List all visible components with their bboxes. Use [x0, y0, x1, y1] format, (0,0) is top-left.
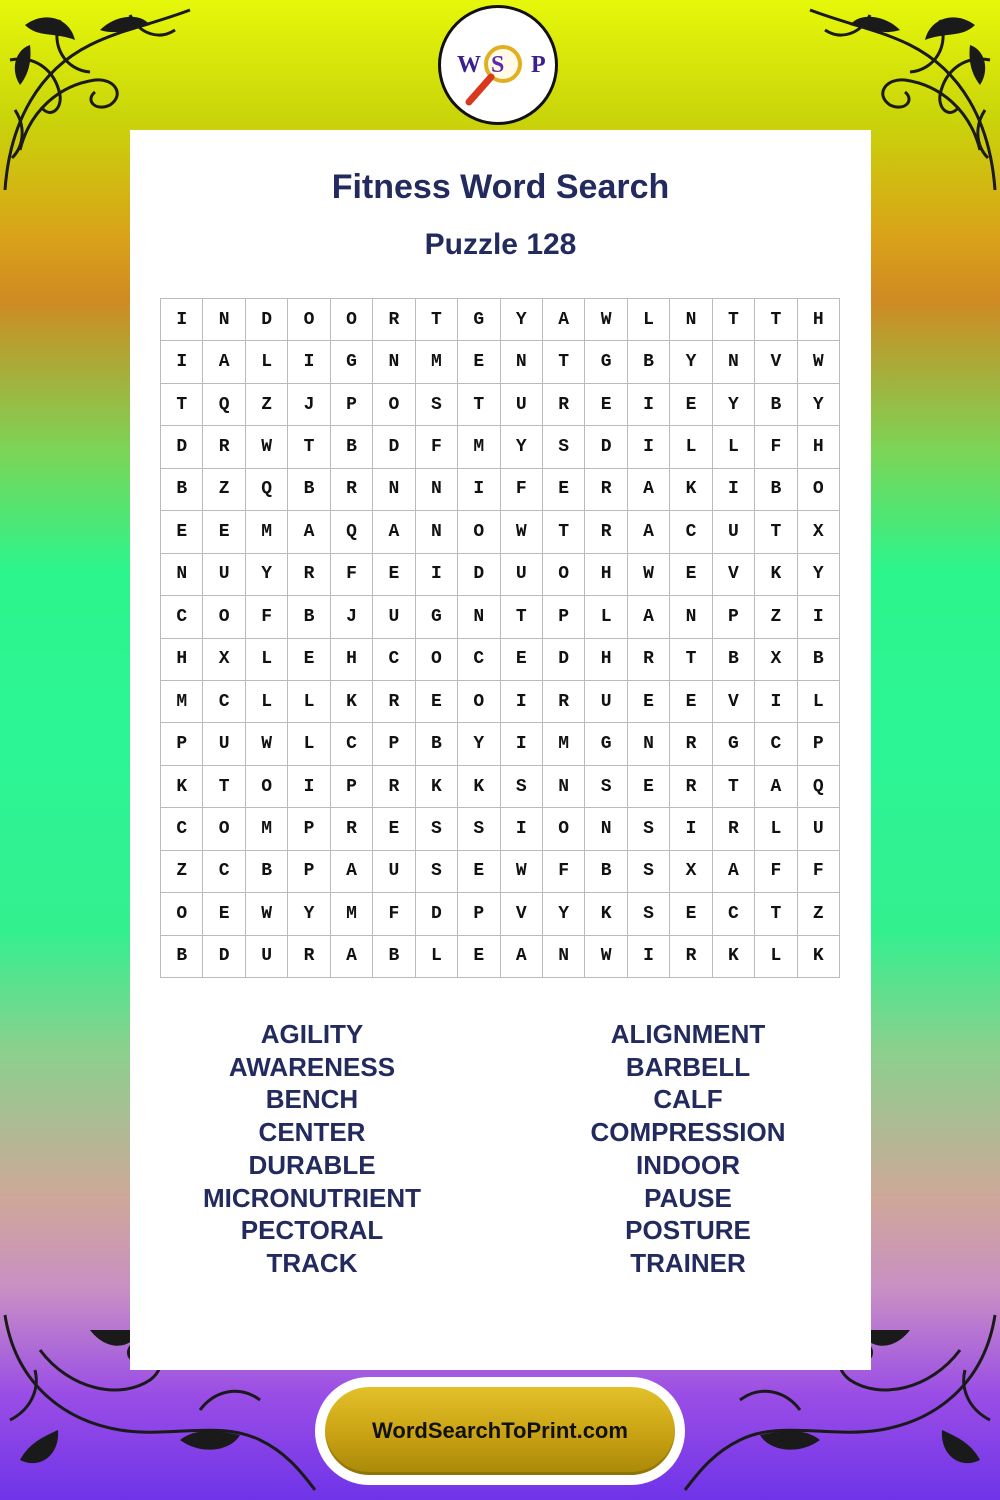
grid-cell[interactable]: A [331, 851, 373, 893]
grid-cell[interactable]: E [458, 341, 500, 383]
grid-cell[interactable]: F [755, 851, 797, 893]
word-item: DURABLE [248, 1149, 376, 1180]
grid-cell[interactable]: D [373, 426, 415, 468]
grid-cell[interactable]: F [501, 469, 543, 511]
grid-cell[interactable]: O [543, 808, 585, 850]
grid-cell[interactable]: B [713, 639, 755, 681]
grid-cell[interactable]: R [373, 299, 415, 341]
grid-cell[interactable]: O [458, 511, 500, 553]
grid-cell[interactable]: M [161, 681, 203, 723]
page-title: Fitness Word Search [331, 168, 670, 206]
grid-cell[interactable]: B [798, 639, 840, 681]
grid-cell[interactable]: B [331, 426, 373, 468]
grid-cell[interactable]: W [246, 893, 288, 935]
word-item: BENCH [265, 1084, 359, 1115]
word-item: COMPRESSION [590, 1117, 786, 1148]
grid-cell[interactable]: R [713, 808, 755, 850]
grid-cell[interactable]: E [203, 893, 245, 935]
grid-cell[interactable]: H [585, 554, 627, 596]
grid-cell[interactable]: D [543, 639, 585, 681]
grid-cell[interactable]: N [670, 596, 712, 638]
grid-cell[interactable]: P [331, 384, 373, 426]
grid-cell[interactable]: I [288, 341, 330, 383]
word-item: AWARENESS [228, 1051, 396, 1082]
grid-cell[interactable]: I [161, 341, 203, 383]
grid-cell[interactable]: G [458, 299, 500, 341]
word-item: CENTER [258, 1117, 366, 1148]
grid-cell[interactable]: O [798, 469, 840, 511]
grid-cell[interactable]: I [501, 681, 543, 723]
grid-cell[interactable]: K [713, 936, 755, 978]
grid-cell[interactable]: P [161, 723, 203, 765]
grid-cell[interactable]: A [288, 511, 330, 553]
grid-cell[interactable]: U [798, 808, 840, 850]
grid-cell[interactable]: R [288, 554, 330, 596]
grid-cell[interactable]: G [585, 341, 627, 383]
grid-cell[interactable]: M [458, 426, 500, 468]
grid-cell[interactable]: W [585, 299, 627, 341]
grid-cell[interactable]: C [755, 723, 797, 765]
grid-cell[interactable]: L [416, 936, 458, 978]
grid-cell[interactable]: D [246, 299, 288, 341]
grid-cell[interactable]: L [585, 596, 627, 638]
grid-cell[interactable]: U [501, 384, 543, 426]
grid-cell[interactable]: B [288, 469, 330, 511]
grid-cell[interactable]: G [331, 341, 373, 383]
grid-cell[interactable]: Q [246, 469, 288, 511]
grid-cell[interactable]: A [713, 851, 755, 893]
grid-cell[interactable]: A [628, 469, 670, 511]
grid-cell[interactable]: I [713, 469, 755, 511]
grid-cell[interactable]: S [628, 893, 670, 935]
grid-cell[interactable]: C [713, 893, 755, 935]
grid-cell[interactable]: C [203, 681, 245, 723]
grid-cell[interactable]: E [628, 766, 670, 808]
grid-cell[interactable]: E [373, 554, 415, 596]
word-item: CALF [653, 1084, 723, 1115]
grid-cell[interactable]: J [288, 384, 330, 426]
grid-cell[interactable]: E [161, 511, 203, 553]
grid-cell[interactable]: U [203, 723, 245, 765]
grid-cell[interactable]: R [670, 723, 712, 765]
grid-cell[interactable]: Y [798, 554, 840, 596]
grid-cell[interactable]: Q [331, 511, 373, 553]
grid-cell[interactable]: I [628, 384, 670, 426]
grid-cell[interactable]: V [713, 554, 755, 596]
grid-cell[interactable]: J [331, 596, 373, 638]
grid-cell[interactable]: C [331, 723, 373, 765]
grid-cell[interactable]: L [755, 936, 797, 978]
grid-cell[interactable]: F [416, 426, 458, 468]
grid-cell[interactable]: I [628, 936, 670, 978]
grid-cell[interactable]: P [543, 596, 585, 638]
grid-cell[interactable]: H [798, 299, 840, 341]
word-item: INDOOR [636, 1149, 740, 1180]
word-item: PECTORAL [240, 1215, 384, 1246]
grid-cell[interactable]: V [755, 341, 797, 383]
grid-cell[interactable]: D [585, 426, 627, 468]
grid-cell[interactable]: A [331, 936, 373, 978]
grid-cell[interactable]: I [628, 426, 670, 468]
grid-cell[interactable]: O [203, 596, 245, 638]
grid-cell[interactable]: I [288, 766, 330, 808]
grid-cell[interactable]: S [416, 384, 458, 426]
grid-cell[interactable]: E [458, 936, 500, 978]
grid-cell[interactable]: B [755, 384, 797, 426]
grid-cell[interactable]: O [246, 766, 288, 808]
grid-cell[interactable]: E [670, 554, 712, 596]
grid-cell[interactable]: U [203, 554, 245, 596]
grid-cell[interactable]: R [670, 766, 712, 808]
grid-cell[interactable]: I [458, 469, 500, 511]
grid-cell[interactable]: O [161, 893, 203, 935]
grid-cell[interactable]: L [246, 681, 288, 723]
grid-cell[interactable]: E [416, 681, 458, 723]
grid-cell[interactable]: B [161, 469, 203, 511]
grid-cell[interactable]: P [288, 808, 330, 850]
grid-cell[interactable]: F [543, 851, 585, 893]
grid-cell[interactable]: N [670, 299, 712, 341]
grid-cell[interactable]: X [798, 511, 840, 553]
grid-cell[interactable]: W [501, 511, 543, 553]
grid-cell[interactable]: P [373, 723, 415, 765]
grid-cell[interactable]: O [331, 299, 373, 341]
grid-cell[interactable]: W [798, 341, 840, 383]
grid-cell[interactable]: O [288, 299, 330, 341]
grid-cell[interactable]: U [713, 511, 755, 553]
grid-cell[interactable]: T [713, 299, 755, 341]
grid-cell[interactable]: S [628, 851, 670, 893]
grid-cell[interactable]: U [585, 681, 627, 723]
grid-cell[interactable]: N [713, 341, 755, 383]
grid-cell[interactable]: K [331, 681, 373, 723]
grid-cell[interactable]: O [543, 554, 585, 596]
word-list-right [538, 1018, 838, 1280]
grid-cell[interactable]: U [373, 596, 415, 638]
grid-cell[interactable]: Y [288, 893, 330, 935]
grid-cell[interactable]: L [246, 639, 288, 681]
word-item: TRACK [266, 1247, 358, 1278]
grid-cell[interactable]: A [373, 511, 415, 553]
grid-cell[interactable]: W [246, 723, 288, 765]
grid-cell[interactable]: Z [246, 384, 288, 426]
grid-cell[interactable]: Z [161, 851, 203, 893]
grid-cell[interactable]: I [416, 554, 458, 596]
grid-cell[interactable]: T [288, 426, 330, 468]
grid-cell[interactable]: T [543, 511, 585, 553]
grid-cell[interactable]: W [585, 936, 627, 978]
grid-cell[interactable]: N [543, 766, 585, 808]
grid-cell[interactable]: X [755, 639, 797, 681]
puzzle-card [130, 130, 871, 1370]
grid-cell[interactable]: N [416, 469, 458, 511]
grid-cell[interactable]: N [416, 511, 458, 553]
grid-cell[interactable]: N [373, 469, 415, 511]
word-item: POSTURE [625, 1215, 751, 1246]
grid-cell[interactable]: Y [246, 554, 288, 596]
grid-cell[interactable]: U [246, 936, 288, 978]
grid-cell[interactable]: X [670, 851, 712, 893]
grid-cell[interactable]: O [203, 808, 245, 850]
grid-cell[interactable]: I [755, 681, 797, 723]
grid-cell[interactable]: Y [458, 723, 500, 765]
grid-cell[interactable]: N [203, 299, 245, 341]
grid-cell[interactable]: H [798, 426, 840, 468]
grid-cell[interactable]: F [246, 596, 288, 638]
grid-cell[interactable]: T [416, 299, 458, 341]
grid-cell[interactable]: T [161, 384, 203, 426]
grid-cell[interactable]: S [458, 808, 500, 850]
grid-cell[interactable]: E [670, 681, 712, 723]
grid-cell[interactable]: C [161, 596, 203, 638]
grid-cell[interactable]: L [628, 299, 670, 341]
grid-cell[interactable]: G [713, 723, 755, 765]
grid-cell[interactable]: D [161, 426, 203, 468]
word-item: BARBELL [625, 1051, 751, 1082]
grid-cell[interactable]: P [331, 766, 373, 808]
grid-cell[interactable]: S [501, 766, 543, 808]
grid-cell[interactable]: S [416, 851, 458, 893]
word-item: TRAINER [630, 1247, 746, 1278]
grid-cell[interactable]: U [501, 554, 543, 596]
grid-cell[interactable]: F [755, 426, 797, 468]
grid-cell[interactable]: R [543, 681, 585, 723]
grid-cell[interactable]: V [713, 681, 755, 723]
grid-cell[interactable]: E [373, 808, 415, 850]
grid-cell[interactable]: E [543, 469, 585, 511]
grid-cell[interactable]: M [246, 511, 288, 553]
grid-cell[interactable]: R [331, 469, 373, 511]
grid-cell[interactable]: P [458, 893, 500, 935]
grid-cell[interactable]: K [458, 766, 500, 808]
website-link[interactable]: WordSearchToPrint.com [325, 1387, 675, 1475]
logo-letter-w: W [457, 52, 481, 78]
grid-cell[interactable]: E [203, 511, 245, 553]
grid-cell[interactable]: C [203, 851, 245, 893]
grid-cell[interactable]: C [458, 639, 500, 681]
grid-cell[interactable]: P [798, 723, 840, 765]
grid-cell[interactable]: N [458, 596, 500, 638]
grid-cell[interactable]: R [628, 639, 670, 681]
grid-cell[interactable]: B [161, 936, 203, 978]
grid-cell[interactable]: E [501, 639, 543, 681]
grid-cell[interactable]: T [501, 596, 543, 638]
grid-cell[interactable]: D [203, 936, 245, 978]
grid-cell[interactable]: R [203, 426, 245, 468]
grid-cell[interactable]: T [755, 893, 797, 935]
letter-grid [160, 298, 840, 978]
grid-cell[interactable]: B [373, 936, 415, 978]
grid-cell[interactable]: R [670, 936, 712, 978]
word-item: AGILITY [260, 1019, 364, 1049]
grid-cell[interactable]: C [161, 808, 203, 850]
grid-cell[interactable]: Z [798, 893, 840, 935]
logo-letter-s: S [491, 52, 505, 78]
grid-cell[interactable]: T [755, 511, 797, 553]
grid-cell[interactable]: C [373, 639, 415, 681]
grid-cell[interactable]: G [585, 723, 627, 765]
grid-cell[interactable]: A [203, 341, 245, 383]
grid-cell[interactable]: E [670, 893, 712, 935]
grid-cell[interactable]: K [798, 936, 840, 978]
grid-cell[interactable]: L [798, 681, 840, 723]
grid-cell[interactable]: D [416, 893, 458, 935]
grid-cell[interactable]: L [288, 723, 330, 765]
grid-cell[interactable]: E [628, 681, 670, 723]
grid-cell[interactable]: O [458, 681, 500, 723]
grid-cell[interactable]: E [288, 639, 330, 681]
grid-cell[interactable]: W [628, 554, 670, 596]
grid-cell[interactable]: D [458, 554, 500, 596]
grid-cell[interactable]: E [585, 384, 627, 426]
grid-cell[interactable]: W [501, 851, 543, 893]
grid-cell[interactable]: B [288, 596, 330, 638]
grid-cell[interactable]: N [585, 808, 627, 850]
grid-cell[interactable]: S [416, 808, 458, 850]
wsp-logo[interactable] [438, 5, 558, 125]
grid-cell[interactable]: I [501, 808, 543, 850]
grid-cell[interactable]: W [246, 426, 288, 468]
word-item: ALIGNMENT [610, 1019, 766, 1049]
grid-cell[interactable]: L [288, 681, 330, 723]
grid-cell[interactable]: R [331, 808, 373, 850]
grid-cell[interactable]: A [755, 766, 797, 808]
grid-cell[interactable]: M [543, 723, 585, 765]
grid-cell[interactable]: B [628, 341, 670, 383]
grid-cell[interactable]: K [755, 554, 797, 596]
grid-cell[interactable]: Z [203, 469, 245, 511]
grid-cell[interactable]: T [713, 766, 755, 808]
grid-cell[interactable]: Z [755, 596, 797, 638]
word-item: MICRONUTRIENT [202, 1182, 422, 1213]
grid-cell[interactable]: S [585, 766, 627, 808]
grid-cell[interactable]: Y [501, 299, 543, 341]
grid-cell[interactable]: I [670, 808, 712, 850]
grid-cell[interactable]: T [203, 766, 245, 808]
grid-cell[interactable]: B [416, 723, 458, 765]
grid-cell[interactable]: S [628, 808, 670, 850]
grid-cell[interactable]: I [501, 723, 543, 765]
grid-cell[interactable]: U [373, 851, 415, 893]
grid-cell[interactable]: G [416, 596, 458, 638]
grid-cell[interactable]: Y [670, 341, 712, 383]
grid-cell[interactable]: P [288, 851, 330, 893]
grid-cell[interactable]: Q [798, 766, 840, 808]
website-button[interactable] [315, 1377, 685, 1485]
grid-cell[interactable]: Y [501, 426, 543, 468]
grid-cell[interactable]: H [331, 639, 373, 681]
grid-cell[interactable]: R [585, 511, 627, 553]
grid-cell[interactable]: P [713, 596, 755, 638]
grid-cell[interactable]: M [331, 893, 373, 935]
grid-cell[interactable]: A [628, 596, 670, 638]
grid-cell[interactable]: F [331, 554, 373, 596]
grid-cell[interactable]: R [373, 766, 415, 808]
grid-cell[interactable]: O [373, 384, 415, 426]
grid-cell[interactable]: N [628, 723, 670, 765]
grid-cell[interactable]: V [501, 893, 543, 935]
grid-cell[interactable]: N [501, 341, 543, 383]
grid-cell[interactable]: I [161, 299, 203, 341]
grid-cell[interactable]: A [543, 299, 585, 341]
grid-cell[interactable]: K [161, 766, 203, 808]
grid-cell[interactable]: K [585, 893, 627, 935]
word-item: PAUSE [644, 1182, 732, 1213]
grid-cell[interactable]: S [543, 426, 585, 468]
grid-cell[interactable]: Y [543, 893, 585, 935]
grid-cell[interactable]: N [373, 341, 415, 383]
grid-cell[interactable]: K [416, 766, 458, 808]
grid-cell[interactable]: F [798, 851, 840, 893]
grid-cell[interactable]: R [373, 681, 415, 723]
grid-cell[interactable]: T [543, 341, 585, 383]
grid-cell[interactable]: R [585, 469, 627, 511]
grid-cell[interactable]: Y [798, 384, 840, 426]
grid-cell[interactable]: B [755, 469, 797, 511]
grid-cell[interactable]: I [798, 596, 840, 638]
grid-cell[interactable]: N [543, 936, 585, 978]
grid-cell[interactable]: H [585, 639, 627, 681]
grid-cell[interactable]: B [585, 851, 627, 893]
grid-cell[interactable]: X [203, 639, 245, 681]
grid-cell[interactable]: Y [713, 384, 755, 426]
grid-cell[interactable]: L [670, 426, 712, 468]
grid-cell[interactable]: R [288, 936, 330, 978]
grid-cell[interactable]: N [161, 554, 203, 596]
grid-cell[interactable]: A [501, 936, 543, 978]
grid-cell[interactable]: L [713, 426, 755, 468]
grid-cell[interactable]: Q [203, 384, 245, 426]
grid-cell[interactable]: R [543, 384, 585, 426]
grid-cell[interactable]: L [755, 808, 797, 850]
puzzle-number: Puzzle 128 [424, 228, 577, 261]
grid-cell[interactable]: T [458, 384, 500, 426]
grid-cell[interactable]: T [755, 299, 797, 341]
grid-cell[interactable]: K [670, 469, 712, 511]
word-list-left [162, 1018, 462, 1280]
grid-cell[interactable]: E [458, 851, 500, 893]
grid-cell[interactable]: O [416, 639, 458, 681]
grid-cell[interactable]: H [161, 639, 203, 681]
grid-cell[interactable]: T [670, 639, 712, 681]
grid-cell[interactable]: A [628, 511, 670, 553]
grid-cell[interactable]: M [416, 341, 458, 383]
grid-cell[interactable]: L [246, 341, 288, 383]
grid-cell[interactable]: M [246, 808, 288, 850]
grid-cell[interactable]: C [670, 511, 712, 553]
grid-cell[interactable]: B [246, 851, 288, 893]
logo-letter-p: P [531, 52, 546, 78]
grid-cell[interactable]: F [373, 893, 415, 935]
grid-cell[interactable]: E [670, 384, 712, 426]
